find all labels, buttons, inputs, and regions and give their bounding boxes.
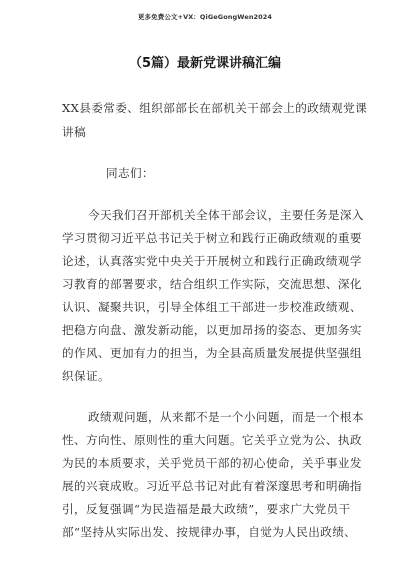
paragraph-line: 认识、凝聚共识，引导全体组工干部进一步校准政绩观、 (62, 300, 362, 314)
paragraph-line: 的作风、更加有力的担当，为全县高质量发展提供坚强组 (62, 346, 362, 360)
paragraph-line: 部“坚持从实际出发、按规律办事，自觉为人民出政绩、 (62, 525, 357, 539)
greeting: 同志们： (106, 166, 154, 180)
paragraph-line: 把稳方向盘、激发新动能，以更加昂扬的姿态、更加务实 (62, 323, 362, 337)
paragraph-line: 织保证。 (62, 369, 110, 383)
paragraph-line: 学习贯彻习近平总书记关于树立和践行正确政绩观的重要 (62, 231, 362, 245)
paragraph-line: 政绩观问题，从来都不是一个小问题，而是一个根本 (88, 410, 364, 424)
subtitle-line: XX县委常委、组织部部长在部机关干部会上的政绩观党课 (62, 101, 368, 115)
document-title: （5篇）最新党课讲稿汇编 (128, 56, 282, 71)
paragraph-line: 论述，认真落实党中央关于开展树立和践行正确政绩观学 (62, 254, 362, 268)
paragraph-line: 引，反复强调“为民造福是最大政绩”，要求广大党员干 (62, 502, 351, 516)
paragraph-line: 习教育的部署要求，结合组织工作实际，交流思想、深化 (62, 277, 362, 291)
subtitle-line: 讲稿 (62, 125, 86, 139)
paragraph-line: 展的兴衰成败。习近平总书记对此有着深邃思考和明确指 (62, 479, 362, 493)
paragraph-line: 性、方向性、原则性的重大问题。它关乎立党为公、执政 (62, 433, 362, 447)
paragraph-line: 为民的本质要求，关乎党员干部的初心使命，关乎事业发 (62, 456, 362, 470)
header-note: 更多免费公文+VX：QiGeGongWen2024 (137, 13, 273, 21)
paragraph-line: 今天我们召开部机关全体干部会议，主要任务是深入 (88, 208, 364, 222)
